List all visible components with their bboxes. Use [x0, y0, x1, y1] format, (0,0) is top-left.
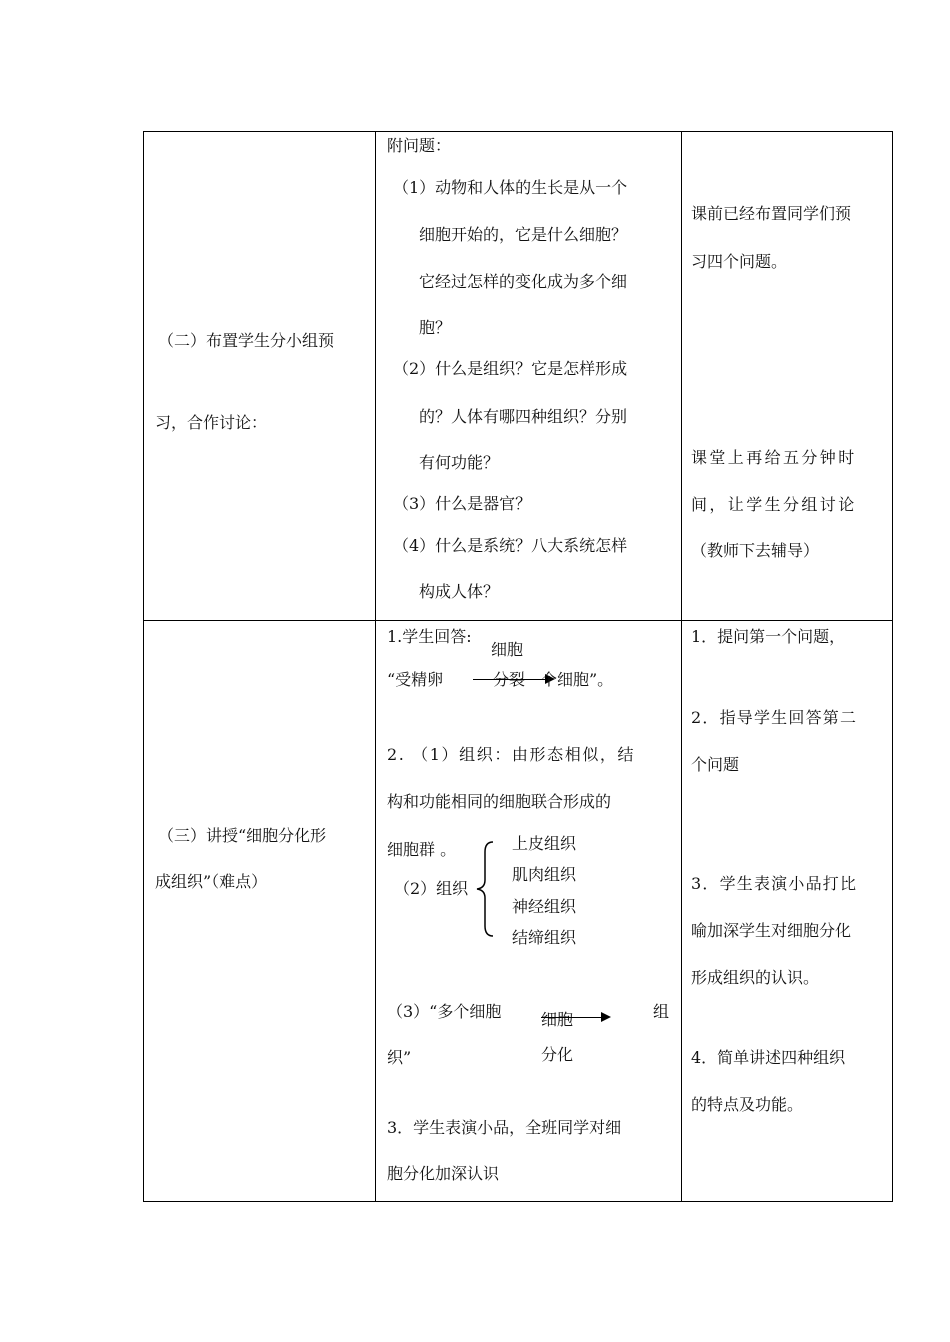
table-border-bottom — [143, 1201, 893, 1202]
differentiation-arrow — [541, 1017, 609, 1018]
row2-left-line: （三）讲授“细胞分化形 — [158, 826, 327, 845]
teacher-note-4: 的特点及功能。 — [691, 1095, 804, 1114]
arrow1-bottom-label: 分裂 — [493, 670, 526, 689]
tissue-type: 上皮组织 — [512, 834, 577, 853]
skit-line: 胞分化加深认识 — [387, 1164, 500, 1183]
teacher-note-2: 2．指导学生回答第二 — [691, 708, 858, 727]
tissue-definition-line: 构和功能相同的细胞联合形成的 — [387, 792, 612, 811]
answer-label: 1.学生回答: — [387, 627, 472, 646]
skit-line: 3．学生表演小品，全班同学对细 — [387, 1118, 622, 1137]
tissue-type: 神经组织 — [512, 897, 577, 916]
question-4-line: 构成人体？ — [419, 582, 500, 601]
question-1-line: （1）动物和人体的生长是从一个 — [393, 178, 628, 197]
row1-right-note: （教师下去辅导） — [691, 541, 820, 560]
differentiation-end: 组 — [653, 1002, 670, 1021]
row1-right-note: 习四个问题。 — [691, 252, 788, 271]
row2-left-line: 成组织”（难点） — [155, 872, 268, 891]
question-1-line: 胞？ — [419, 318, 452, 337]
table-border-top — [143, 131, 893, 132]
arrow2-bottom-label: 分化 — [541, 1045, 574, 1064]
arrow2-top-label: 细胞 — [541, 1010, 574, 1029]
row1-right-note: 课堂上再给五分钟时 — [691, 448, 857, 467]
question-2-line: 有何功能？ — [419, 453, 500, 472]
question-1-line: 它经过怎样的变化成为多个细 — [419, 272, 628, 291]
tissue-definition-line: 2. （1）组织：由形态相似，结 — [387, 745, 636, 764]
tissue-type: 结缔组织 — [512, 928, 577, 947]
question-4-line: （4）什么是系统？八大系统怎样 — [393, 536, 628, 555]
curly-brace — [473, 840, 497, 938]
table-border-right — [892, 131, 893, 1202]
teacher-note-3: 3．学生表演小品打比 — [691, 874, 858, 893]
question-3: （3）什么是器官？ — [393, 494, 532, 513]
tissue-definition-line: 细胞群 。 — [387, 840, 457, 859]
teacher-note-2: 个问题 — [691, 755, 740, 774]
teacher-note-4: 4．简单讲述四种组织 — [691, 1048, 846, 1067]
row1-left-line: 习，合作讨论： — [155, 413, 268, 432]
row1-right-note: 间，让学生分组讨论 — [691, 495, 857, 514]
questions-heading: 附问题： — [387, 136, 452, 155]
row1-left-line: （二）布置学生分小组预 — [158, 331, 335, 350]
table-col-divider-1 — [375, 131, 376, 1202]
table-col-divider-2 — [681, 131, 682, 1202]
teacher-note-3: 形成组织的认识。 — [691, 968, 820, 987]
answer-to: 个细胞”。 — [541, 670, 614, 689]
question-1-line: 细胞开始的，它是什么细胞？ — [419, 225, 628, 244]
answer-from: “受精卵 — [387, 670, 444, 689]
question-2-line: （2）什么是组织？它是怎样形成 — [393, 359, 628, 378]
differentiation-end: 织” — [387, 1048, 412, 1067]
teacher-note-1: 1．提问第一个问题， — [691, 627, 846, 646]
table-border-left — [143, 131, 144, 1202]
question-2-line: 的？人体有哪四种组织？分别 — [419, 407, 628, 426]
arrow1-top-label: 细胞 — [491, 640, 524, 659]
teacher-note-3: 喻加深学生对细胞分化 — [691, 921, 852, 940]
differentiation-start: （3）“多个细胞 — [387, 1002, 502, 1021]
row1-right-note: 课前已经布置同学们预 — [691, 204, 852, 223]
tissue-type: 肌肉组织 — [512, 865, 577, 884]
table-row-divider — [143, 620, 893, 621]
tissue-label: （2）组织 — [394, 879, 469, 898]
